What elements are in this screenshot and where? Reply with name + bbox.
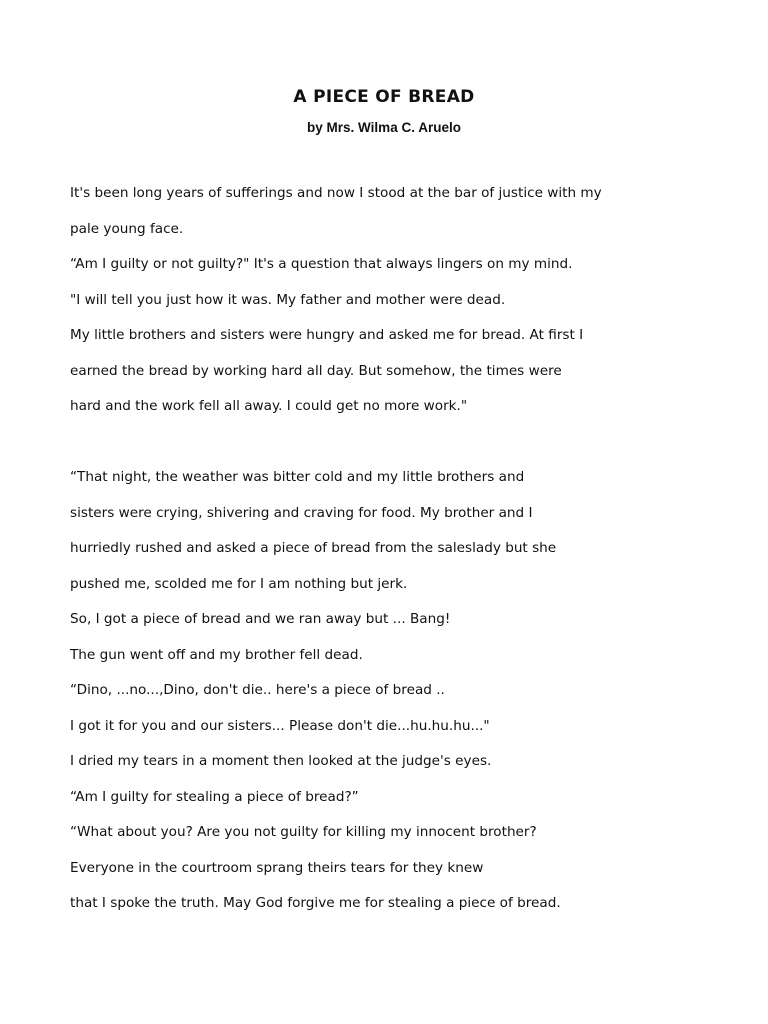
paragraph-1 (70, 176, 710, 425)
text-line: Everyone in the courtroom sprang theirs tears for they knew (70, 859, 484, 876)
paragraph-spacer (70, 425, 710, 461)
text-line: “Dino, ...no...,Dino, don't die.. here's a piece of bread .. (70, 682, 445, 698)
text-line: hurriedly rushed and asked a piece of bread from the saleslady but she (70, 540, 557, 556)
text-line: "I will tell you just how it was. My father and mother were dead. (70, 291, 506, 308)
text-line: pushed me, scolded me for I am nothing but jerk. (70, 575, 408, 592)
text-line: hard and the work fell all away. I could get no more work." (70, 398, 468, 414)
paragraph-2 (70, 460, 710, 922)
text-line: earned the bread by working hard all day. But somehow, the times were (70, 362, 562, 379)
text-line: “That night, the weather was bitter cold and my little brothers and (70, 469, 525, 485)
document-byline: by Mrs. Wilma C. Aruelo (307, 120, 461, 135)
text-line: “What about you? Are you not guilty for killing my innocent brother? (70, 824, 537, 840)
story-body (70, 176, 710, 922)
text-line: pale young face. (70, 220, 184, 237)
text-line: The gun went off and my brother fell dead. (70, 646, 363, 663)
text-line: that I spoke the truth. May God forgive me for stealing a piece of bread. (70, 895, 561, 911)
text-line: “Am I guilty or not guilty?" It's a question that always lingers on my mind. (70, 256, 573, 272)
text-line: My little brothers and sisters were hungry and asked me for bread. At first I (70, 327, 584, 343)
text-line: I dried my tears in a moment then looked at the judge's eyes. (70, 753, 492, 769)
text-line: I got it for you and our sisters... Please don't die...hu.hu.hu..." (70, 717, 490, 734)
document-title: A PIECE OF BREAD (293, 87, 475, 107)
text-line: It's been long years of sufferings and now I stood at the bar of justice with my (70, 185, 602, 201)
text-line: So, I got a piece of bread and we ran away but ... Bang! (70, 611, 451, 627)
text-line: “Am I guilty for stealing a piece of bread?” (70, 788, 359, 805)
text-line: sisters were crying, shivering and craving for food. My brother and I (70, 504, 533, 521)
